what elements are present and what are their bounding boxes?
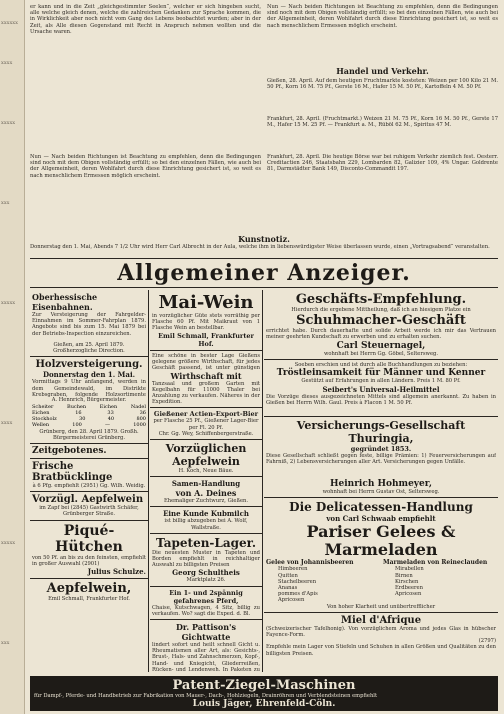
vers-agent-addr: wohnhaft bei Herrn Gustav Ost, Seltersweg.	[322, 489, 440, 496]
pique-text: von 50 Pf. an bis zu den feinsten, empfiehlt in großer Auswahl (2901)	[32, 554, 146, 567]
holz-cell: Wellen	[32, 421, 50, 428]
mai-sign: Emil Schmall, Frankfurter Hof.	[158, 331, 254, 348]
gelee-list	[266, 566, 379, 603]
deli-foot: Von hoher Klarheit und unübertrefflicher	[326, 603, 436, 610]
rail-text: Zur Versteigerung der Fahrgelder-Einnahmen im Sommer-Fahrplan 1879. Angebote sind bis zum 15. Mai 1879 bei der Betriebs-Inspection einzureichen.	[32, 312, 146, 337]
pique-title: Piqué-Hütchen	[55, 522, 123, 555]
vers-text: Diese Gesellschaft schließt gegen feste, billige Prämien: 1) Feuerversicherungen auf Fahrniß, 2) Lebensversicherungen aller Art. Versicherungen gegen Unfälle.	[266, 453, 496, 466]
top-paragraph-3: Nun — Nach beiden Richtungen ist Beachtung zu empfehlen, denn die Bedingungen sind noch mit dem Obigen vollständig erfüllt; so bei den einzelnen Fällen, wie auch bei der Allgemeinheit, deren Wohlfahrt durch diese Einrichtung gesichert ist, so weit es nach menschlichem Ermessen möglich erscheint.	[267, 4, 498, 29]
holz-cell: 33	[107, 409, 114, 416]
footer-text: für Dampf-, Pferde- und Handbetrieb zur Fabrikation von Mauer-, Dach-, Hohlziegeln, Drainröhren und Verblendsteinen empfiehlt	[34, 693, 378, 699]
apfel2-sign: Emil Schmall, Frankfurter Hof.	[48, 596, 130, 603]
divider	[30, 258, 498, 259]
samen-addr: Ehemaliger Zuchtwurz, Gießen.	[163, 498, 248, 505]
wirth-text: Eine schöne in bester Lage Gießens gelegene größere Wirthschaft, für jedes Geschäft passend, ist unter günstigen	[152, 352, 260, 371]
holz-sign: A. Hennrich, Bürgermeister.	[51, 397, 127, 404]
samen-sign: von A. Deines	[175, 488, 237, 499]
list-item: Mirabellen	[395, 566, 424, 573]
top-paragraph-1: er kann und in die Zeit „gleichgestimmter Seelen“, welcher er sich hingeben sucht, alle welche gleich denen, welche die zahlreichen Gedanken zur Sprache kommen, die in Wirklichkeit aber noch nicht vom Gang des Lebens beobachtet wurden; aber in der Zeit, als Alle diesen Gegenstand mit Recht in Anspruch nehmen wollten und die Ursache waren.	[30, 4, 261, 35]
schuh-sign: Carl Steuernagel,	[336, 340, 426, 351]
apfel1-title: Vorzügl. Aepfelwein	[32, 494, 144, 506]
samen-title: Samen-Handlung	[171, 479, 241, 489]
vers-title: Versicherungs-Gesellschaft Thuringia,	[296, 419, 466, 446]
tap-title: Tapeten-Lager.	[155, 535, 257, 550]
kunst-text: ist billig abzugeben bei A. Wolf, Wallstraße.	[164, 518, 248, 531]
market-report-2: Frankfurt, 28. April. (Fruchtmarkt.) Weizen 21 M. 75 Pf., Korn 16 M. 50 Pf., Gerste 17 M., Hafer 15 M. 25 Pf. — Frankfurt a. M., Rüböl 62 M., Spiritus 47 M.	[267, 116, 498, 129]
miel-foot: (2797)	[478, 638, 496, 645]
gicht-text: lindert sofort und heilt schnell Gicht u. Rheumatismen aller Art, als: Gesichts-, Brust-, Hals- und Zahnschmerzen, Kopf-, Hand- und Kniegicht, Gliederreißen, Rücken- und Lendenweh. In Paketen zu	[152, 642, 260, 672]
holz-table	[32, 404, 146, 428]
holz-cell: Nadel	[130, 403, 146, 410]
bier-price: per Flasche 25 Pf., Gießener Lager-Bier per Fl. 20 Pf.	[153, 418, 259, 431]
bier-sign: Chr. Gg. Wey, Schiffenbergerstraße.	[158, 430, 254, 437]
holz-title: Holzversteigerung.	[35, 359, 143, 371]
top-left-column	[30, 4, 261, 242]
kunstnotiz-text: Donnerstag den 1. Mai, Abends 7 1/2 Uhr wird Herr Carl Albrecht in der Aula, welche ihm in liebenswürdigster Weise überlassen wurde, einen „Vortragsabend“ veranstalten.	[30, 244, 490, 250]
rail-sign: Gießen, am 25. April 1879. Großherzogliche Direction.	[53, 342, 125, 355]
schuh-addr: wohnhaft bei Herrn Gg. Göbel, Seltersweg.	[323, 350, 438, 357]
list-item: Kirschen	[395, 578, 419, 585]
mai-text: in vorzüglicher Güte stets vorräthig per Flasche 60 Pf. Mit Maikraut von 1 Flasche Wein an bestellbar.	[152, 313, 260, 332]
section-title: Handel und Verkehr.	[336, 66, 429, 76]
holz-cell: 30	[79, 415, 86, 422]
holz-cell: 36	[139, 409, 146, 416]
holz-cell: Eichen	[32, 409, 50, 416]
holz-row	[32, 422, 146, 428]
ge-text: Hierdurch die ergebene Mittheilung, daß ich an hiesigem Platze ein	[291, 307, 471, 313]
apfel1-text: im Zapf bei (2845) Gastwirth Schäfer, Grünberger Straße.	[39, 505, 139, 518]
seibert-text: Die Vorzüge dieses ausgezeichneten Mittels sind allgemein anerkannt. Zu haben in Gießen bei Herrn Wilh. Gaul. Preis à Flacon 1 M. 50 Pf.	[266, 394, 496, 407]
chaise-text: Chaise, Kutschwagen, 4 Sitz, billig zu verkaufen. Wo? sagt die Exped. d. Bl.	[152, 604, 260, 617]
list-item: Apricosen	[278, 597, 305, 604]
list-item: Ananas	[278, 585, 298, 592]
holz-cell: Buchen	[67, 403, 87, 410]
footer-ad	[30, 676, 498, 711]
schuh-title: Schuhmacher-Geschäft	[296, 313, 466, 329]
marm-head: Marmeladen von Reineclauden	[383, 559, 488, 567]
market-report-3: Frankfurt, 28. April. Die heutige Börse war bei ruhigem Verkehr ziemlich fest. Oesterr. Creditactien 246, Staatsbahn 229, Lombarden 82, Galizier 109, 4% Ungar. Goldrente 81, Darmstädter Bank 149, Disconto-Commandit 197.	[267, 154, 498, 173]
holz-cell: 800	[136, 415, 146, 422]
market-report-1: Gießen, 28. April. Auf dem heutigen Fruchtmarkte kosteten: Weizen per 100 Kilo 21 M. 50 Pf., Korn 16 M. 75 Pf., Gerste 16 M., Hafer 15 M. 50 Pf., Kartoffeln 4 M. 50 Pf.	[267, 78, 498, 91]
holz-cell: Scheiter	[32, 403, 54, 410]
marm-list	[383, 566, 496, 597]
ad-column-1	[30, 290, 149, 672]
wirth-text2: Tanzsaal und großem Garten mit Kegelbahn für 11000 Thaler bei Anzahlung zu verkaufen. Näheres in der Expedition.	[152, 380, 260, 406]
wirth-title: Wirthschaft mit	[170, 370, 242, 381]
brat-text: à 6 Pfg. empfiehlt (2951) Gg. Wilh. Weidig.	[32, 483, 146, 490]
troest-text: Gestützt auf Erfahrungen in allen Ländern. Preis 1 M. 80 Pf.	[301, 378, 461, 385]
gelee-head: Gelee von Johannisbeeren	[266, 559, 354, 567]
holz-cell: 40	[107, 415, 115, 422]
tap-text: Die neuesten Muster in Tapeten und Borden empfiehlt in reichhaltiger Auswahl zu billigsten Preisen	[152, 549, 260, 569]
miel-text: (Schweizerischer Tafelhonig). Von vorzüglichem Aroma und jedes Glas in hübscher Fayence-Form.	[266, 625, 496, 639]
holz-foot: Grünberg, den 28. April 1879. Großh. Bürgermeisterei Grünberg.	[39, 428, 139, 441]
pariser-title: Pariser Gelees & Marmeladen	[306, 522, 456, 560]
brat-title: Frische Bratbücklinge	[32, 461, 113, 484]
gicht-title: Dr. Pattison's Gichtwatte	[175, 622, 236, 643]
holz-text: Vormittags 9 Uhr anfangend, werden in dem Gemeindewald, im Distrikte Krebsgraben, folgende Holzsortimente	[32, 379, 146, 398]
col3-bottom: Empfehle mein Lager von Stiefeln und Schuhen in allen Größen und Qualitäten zu den billigsten Preisen.	[266, 644, 496, 657]
pique-sign: Julius Schulze.	[87, 567, 146, 577]
ad-columns	[30, 290, 498, 672]
advertiser-title: Allgemeiner Anzeiger.	[117, 260, 411, 286]
holz-cell: —	[105, 421, 111, 428]
ge-title: Geschäfts-Empfehlung.	[295, 292, 467, 307]
list-item: Himbeeren	[278, 566, 308, 573]
list-item: Quitten	[278, 572, 298, 579]
adjacent-page-edge: xxxxxx xxxx xxxxx xxx xxxxx xxxx xxxxx xxx	[0, 0, 25, 714]
tap-sign: Georg Schultheis	[172, 568, 240, 578]
holz-cell: 100	[72, 421, 82, 428]
rail-title: Oberhessische Eisenbahnen.	[32, 292, 98, 312]
seibert-title: Seibert's Universal-Heilmittel	[322, 385, 440, 395]
apfel2-title: Aepfelwein,	[46, 581, 132, 597]
deli-title: Die Delicatessen-Handlung	[289, 500, 473, 515]
vers-agent: Heinrich Hohmeyer,	[330, 479, 432, 490]
ad-column-3	[264, 290, 498, 672]
holz-cell: 1000	[133, 421, 146, 428]
troest-pre: Soeben erschien und ist durch alle Buchhandlungen zu beziehen:	[294, 361, 468, 368]
kunst-title: Eine Kunde Kubmilch	[163, 509, 249, 519]
bier-title: Gießener Actien-Export-Bier	[153, 410, 259, 419]
list-item: Erdbeeren	[395, 585, 423, 592]
chaise-title: Ein 1- und 2spännig gefahrenes Pferd,	[169, 588, 243, 605]
tap-addr: Marktplatz 26.	[186, 577, 226, 584]
ad-column-2	[150, 290, 263, 672]
footer-title: Patent-Ziegel-Maschinen	[172, 678, 356, 693]
divider	[30, 287, 498, 288]
list-item: pommes d'Apis	[278, 591, 318, 598]
troest-title: Tröstleinsamkeit für Männer und Kenner	[276, 368, 486, 379]
top-right-column	[267, 4, 498, 242]
schuh-text: errichtet habe. Durch dauerhafte und solide Arbeit werde ich mir das Vertrauen meiner geehrten Kundschaft zu erwerben und zu erhalten suchen.	[266, 328, 496, 341]
holz-cell: Eichen	[99, 403, 118, 410]
list-item: Birnen	[395, 572, 413, 579]
apfel-title: Vorzüglichen Aepfelwein	[165, 442, 247, 469]
top-text-area	[30, 4, 498, 242]
miel-title: Miel d'Afrique	[340, 614, 422, 626]
apfel-sign: H. Koch, Neue Bäue.	[178, 468, 234, 475]
holz-date: Donnerstag den 1. Mai.	[42, 370, 136, 380]
list-item: Apricosen	[395, 591, 422, 598]
list-item: Stachelbeeren	[278, 578, 317, 585]
deli-sub: von Carl Schwaab empfiehlt	[326, 514, 436, 524]
footer-sign: Louis Jäger, Ehrenfeld-Cöln.	[192, 699, 336, 710]
holz-cell: Stockholz	[32, 415, 57, 422]
holz-cell: 16	[75, 409, 82, 416]
kunstnotiz-title: Kunstnotiz.	[238, 234, 290, 244]
page-body	[30, 4, 498, 711]
vers-year: gegründet 1853.	[350, 445, 412, 454]
mai-title: Mai-Wein	[158, 292, 254, 313]
top-paragraph-2: Nun — Nach beiden Richtungen ist Beachtung zu empfehlen, denn die Bedingungen sind noch mit dem Obigen vollständig erfüllt; so bei den einzelnen Fällen, wie auch bei der Allgemeinheit, deren Wohlfahrt durch diese Einrichtung gesichert ist, so weit es nach menschlichem Ermessen möglich erscheint.	[30, 154, 261, 179]
zeitung-title: Zeitgebotenes.	[32, 446, 107, 457]
